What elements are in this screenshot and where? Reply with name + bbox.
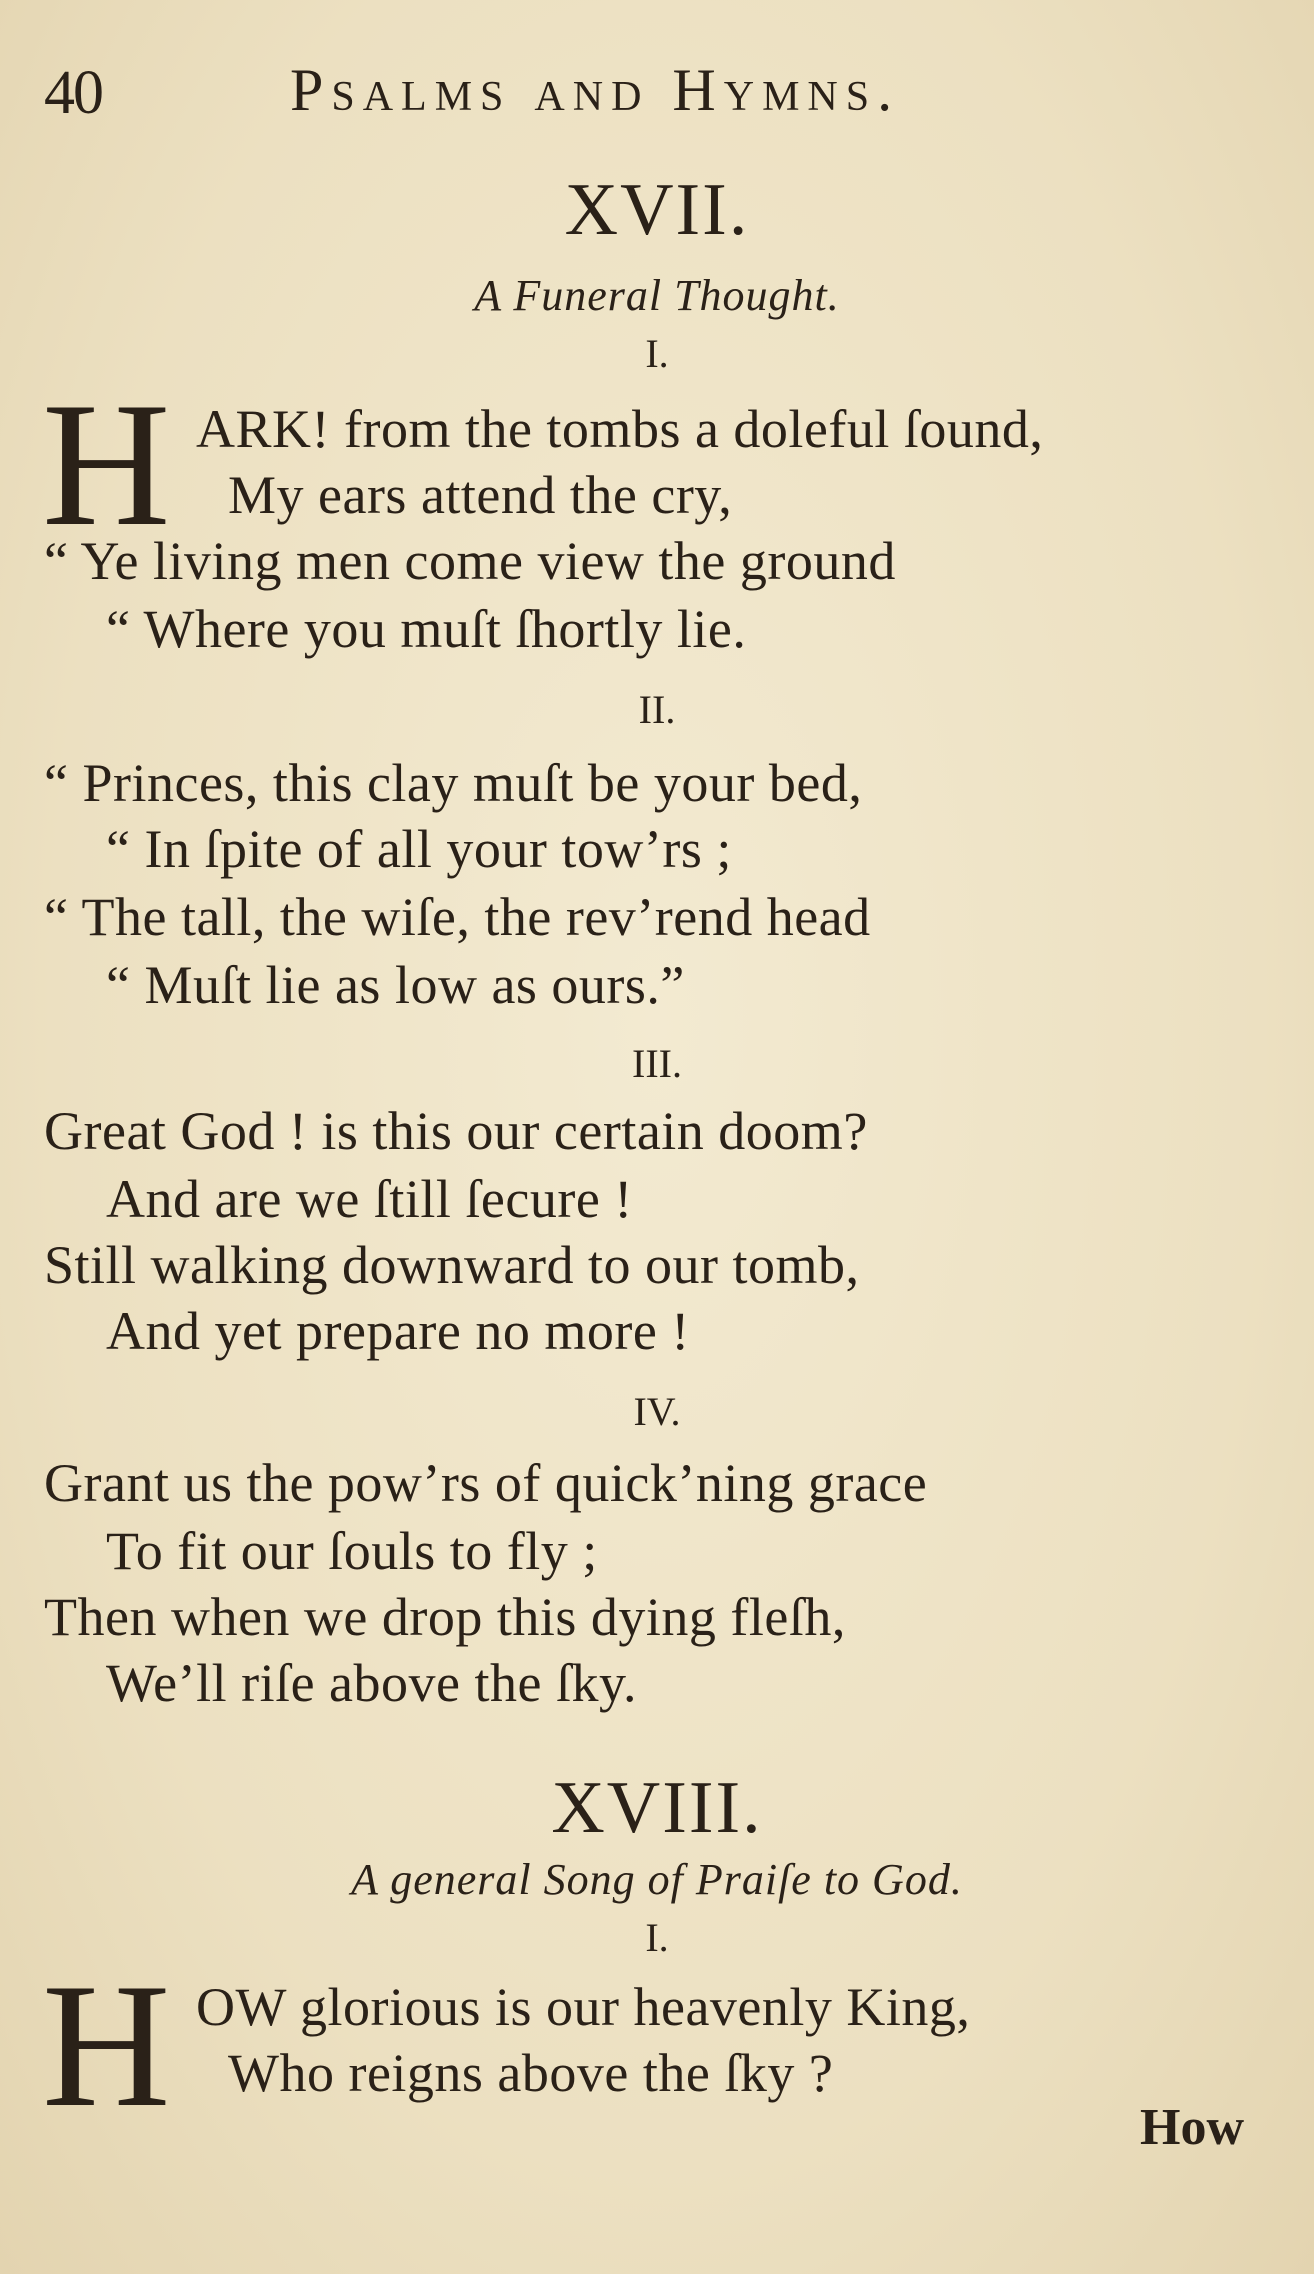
verse-line: Who reigns above the ſky ? <box>228 2043 834 2103</box>
running-head-title: Psalms and Hymns. <box>290 57 901 123</box>
hymn-number: XVIII. <box>551 1767 763 1849</box>
verse-line: And are we ſtill ſecure ! <box>106 1169 633 1229</box>
stanza-number: IV. <box>633 1389 681 1434</box>
verse-line: Still walking downward to our tomb, <box>44 1235 860 1295</box>
verse-line: Then when we drop this dying fleſh, <box>44 1587 846 1647</box>
page-number: 40 <box>44 59 102 127</box>
verse-line: “ Ye living men come view the ground <box>44 531 896 591</box>
verse-line: “ Where you muſt ſhortly lie. <box>106 599 747 659</box>
stanza-number: II. <box>638 687 676 732</box>
hymn-subtitle: A Funeral Thought. <box>474 271 840 320</box>
hymn-number: XVII. <box>564 169 750 251</box>
verse-line: OW glorious is our heavenly King, <box>196 1977 971 2037</box>
verse-line: And yet prepare no more ! <box>106 1301 690 1361</box>
drop-cap: H <box>42 1946 171 2144</box>
stanza-number: I. <box>645 331 669 376</box>
hymn-subtitle: A general Song of Praiſe to God. <box>351 1855 963 1904</box>
verse-line: Great God ! is this our certain doom? <box>44 1101 868 1161</box>
stanza-number: I. <box>645 1915 669 1960</box>
verse-line: ARK! from the tombs a doleful ſound, <box>196 399 1044 459</box>
drop-cap: H <box>42 365 171 563</box>
verse-line: My ears attend the cry, <box>228 465 733 525</box>
verse-line: “ In ſpite of all your tow’rs ; <box>106 819 732 879</box>
verse-line: “ Princes, this clay muſt be your bed, <box>44 753 863 813</box>
verse-line: Grant us the pow’rs of quick’ning grace <box>44 1453 928 1513</box>
verse-line: “ Muſt lie as low as ours.” <box>106 955 685 1015</box>
verse-line: “ The tall, the wiſe, the rev’rend head <box>44 887 871 947</box>
catchword: How <box>1140 2099 1244 2156</box>
verse-line: To fit our ſouls to fly ; <box>106 1521 598 1581</box>
stanza-number: III. <box>632 1041 682 1086</box>
verse-line: We’ll riſe above the ſky. <box>106 1653 637 1713</box>
